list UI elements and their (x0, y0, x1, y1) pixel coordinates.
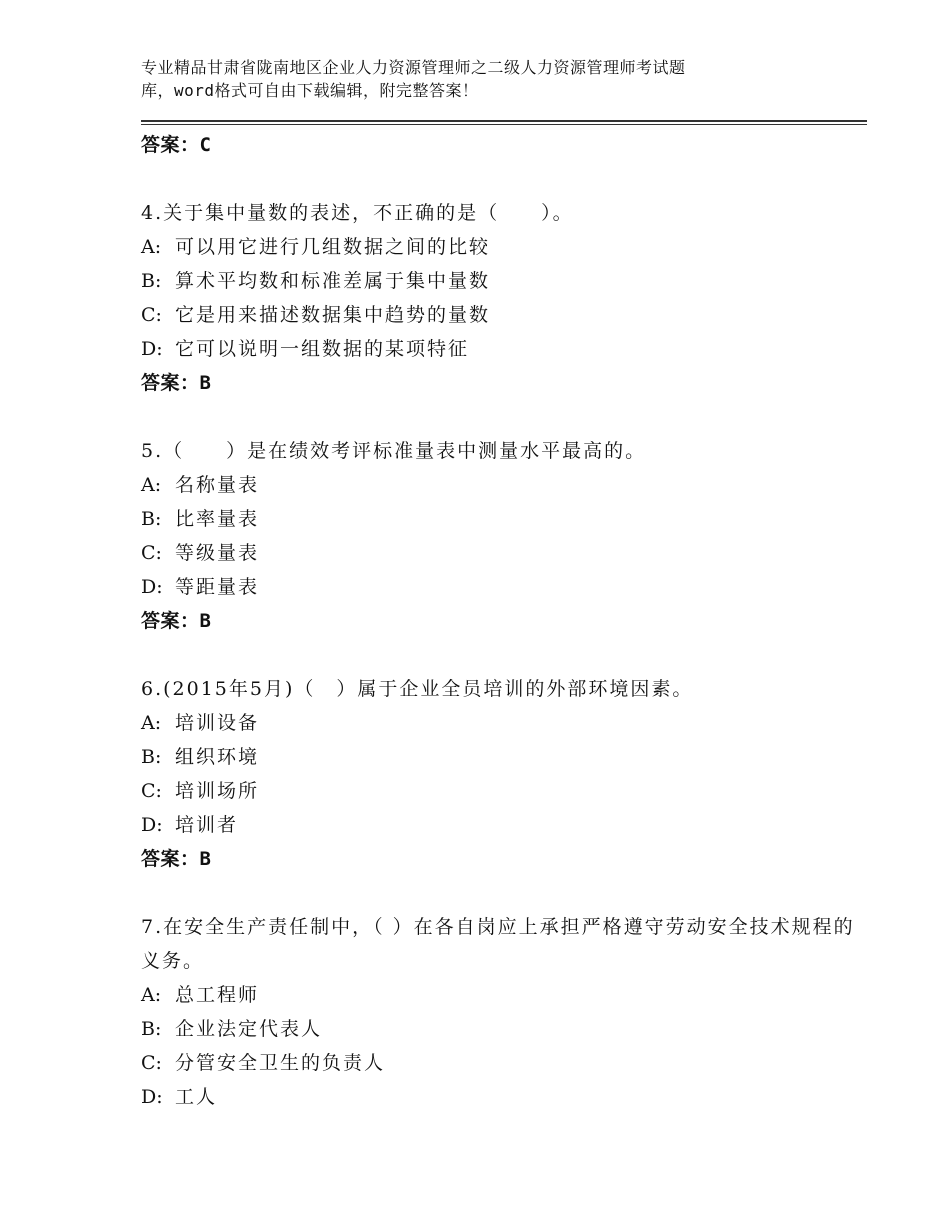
option-text: 比率量表 (175, 508, 260, 530)
question-5 (141, 434, 861, 638)
option-c (141, 1046, 861, 1080)
option-letter: A: (141, 236, 162, 258)
option-letter: D: (141, 576, 163, 598)
option-b (141, 264, 861, 298)
document-body (141, 128, 861, 1114)
option-b (141, 502, 861, 536)
answer-line: 答案：B (141, 848, 212, 870)
question-stem: 6.(2015年5月)（ ）属于企业全员培训的外部环境因素。 (141, 678, 694, 700)
option-letter: D: (141, 1086, 163, 1108)
answer-line: 答案：C (141, 134, 212, 156)
option-d (141, 1080, 861, 1114)
question-stem: 4.关于集中量数的表述，不正确的是（ ）。 (141, 202, 574, 224)
option-letter: C: (141, 304, 162, 326)
option-text: 培训设备 (175, 712, 260, 734)
option-text: 总工程师 (175, 984, 260, 1006)
question-stem: 7.在安全生产责任制中，（ ）在各自岗应上承担严格遵守劳动安全技术规程的义务。 (141, 916, 855, 972)
option-text: 等级量表 (175, 542, 260, 564)
option-letter: A: (141, 984, 162, 1006)
option-d (141, 808, 861, 842)
option-text: 算术平均数和标准差属于集中量数 (175, 270, 491, 292)
option-text: 组织环境 (175, 746, 260, 768)
option-text: 可以用它进行几组数据之间的比较 (175, 236, 491, 258)
question-6 (141, 672, 861, 876)
option-letter: B: (141, 270, 162, 292)
header-rule-thin (141, 124, 867, 125)
option-b (141, 740, 861, 774)
option-letter: B: (141, 746, 162, 768)
header-line-1: 专业精品甘肃省陇南地区企业人力资源管理师之二级人力资源管理师考试题 (141, 58, 686, 77)
option-letter: A: (141, 474, 162, 496)
option-d (141, 570, 861, 604)
option-letter: D: (141, 814, 163, 836)
option-text: 等距量表 (175, 576, 260, 598)
header-line-2: 库，word格式可自由下载编辑，附完整答案！ (141, 81, 479, 100)
option-letter: C: (141, 1052, 162, 1074)
option-text: 它可以说明一组数据的某项特征 (175, 338, 470, 360)
option-letter: C: (141, 780, 162, 802)
option-text: 工人 (175, 1086, 218, 1108)
document-header (141, 56, 841, 102)
option-letter: C: (141, 542, 162, 564)
option-c (141, 536, 861, 570)
option-text: 分管安全卫生的负责人 (175, 1052, 386, 1074)
option-a (141, 706, 861, 740)
header-rule-thick (141, 120, 867, 122)
option-b (141, 1012, 861, 1046)
option-text: 培训者 (175, 814, 239, 836)
option-text: 企业法定代表人 (175, 1018, 323, 1040)
option-text: 它是用来描述数据集中趋势的量数 (175, 304, 491, 326)
option-a (141, 230, 861, 264)
option-text: 培训场所 (175, 780, 260, 802)
option-text: 名称量表 (175, 474, 260, 496)
option-c (141, 774, 861, 808)
question-7 (141, 910, 861, 1114)
option-letter: D: (141, 338, 163, 360)
option-letter: B: (141, 1018, 162, 1040)
question-stem: 5.（ ）是在绩效考评标准量表中测量水平最高的。 (141, 440, 647, 462)
answer-line: 答案：B (141, 610, 212, 632)
option-c (141, 298, 861, 332)
option-a (141, 978, 861, 1012)
option-letter: A: (141, 712, 162, 734)
option-a (141, 468, 861, 502)
answer-line: 答案：B (141, 372, 212, 394)
question-4 (141, 196, 861, 400)
option-letter: B: (141, 508, 162, 530)
option-d (141, 332, 861, 366)
